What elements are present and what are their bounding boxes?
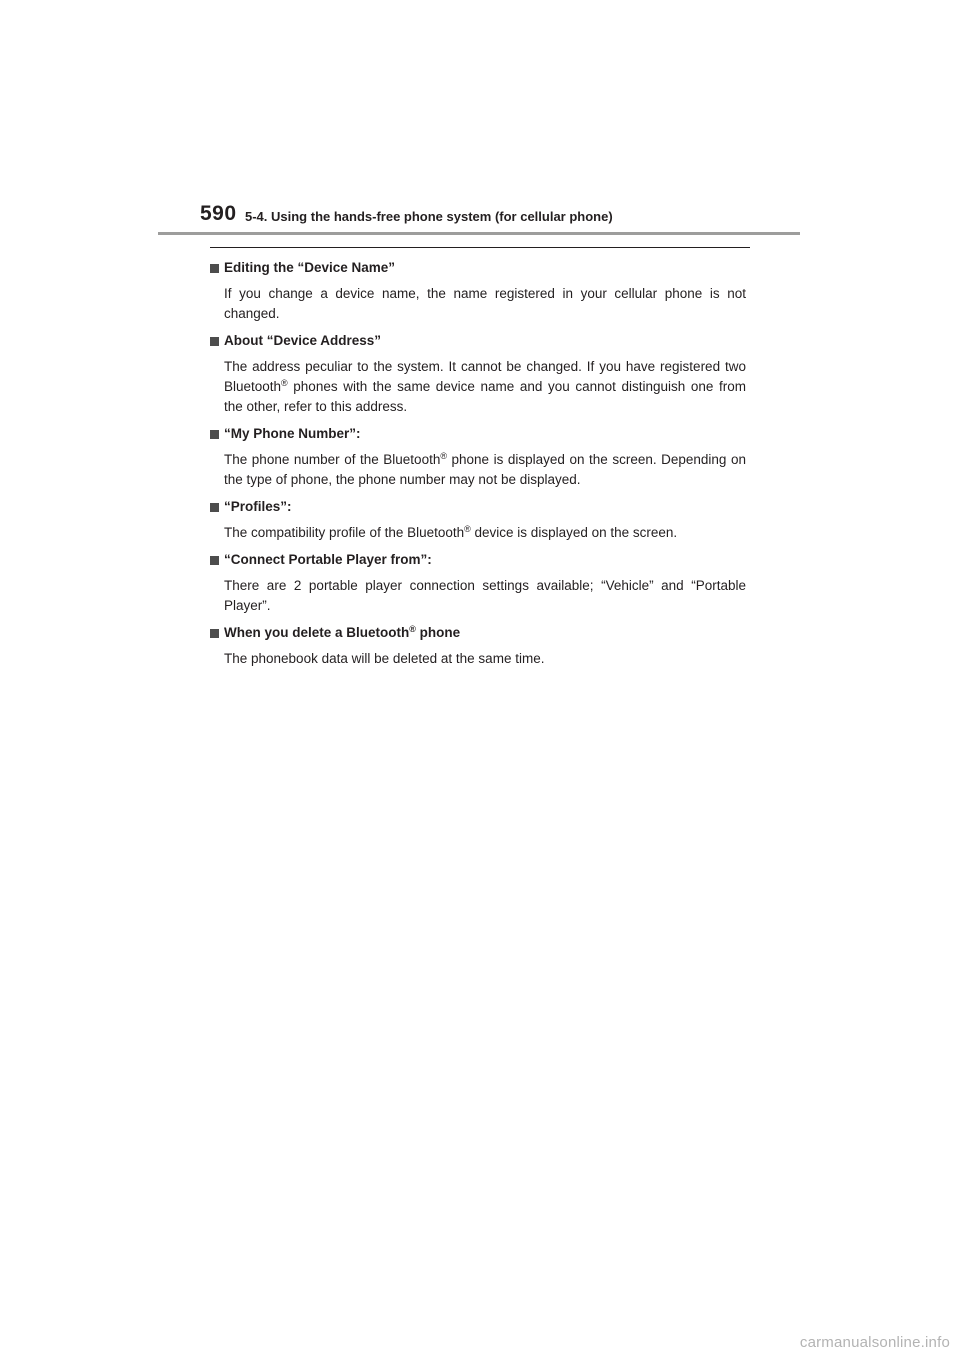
section-body: If you change a device name, the name registered in your cellular phone is not changed. (224, 286, 746, 321)
section-my-phone-number (210, 424, 746, 490)
section-heading (210, 497, 746, 517)
registered-mark: ® (409, 624, 416, 634)
watermark: carmanualsonline.info (799, 1334, 950, 1351)
header-rule (158, 232, 800, 235)
heading-text (224, 623, 460, 643)
body-text: The phone number of the Bluetooth (224, 452, 441, 467)
heading-text: “Profiles”: (224, 499, 292, 514)
content (210, 258, 746, 676)
section-delete-phone (210, 623, 746, 669)
section-body (224, 357, 746, 417)
heading-text-part: phone (415, 625, 461, 640)
heading-text: Editing the “Device Name” (224, 260, 396, 275)
section-body: There are 2 portable player connection settings available; “Vehicle” and “Portable Player”. (224, 578, 746, 613)
body-text: device is displayed on the screen. (470, 525, 678, 540)
section-heading (210, 424, 746, 444)
content-rule (210, 247, 750, 248)
body-text: The address peculiar to the system. It cannot be changed. If you have registered two Bluetooth (224, 359, 746, 394)
registered-mark: ® (281, 378, 288, 388)
heading-text-part: When you delete a Bluetooth (224, 625, 410, 640)
section-heading (210, 331, 746, 351)
section-heading (210, 623, 746, 643)
section-body (224, 450, 746, 490)
section-device-address (210, 331, 746, 417)
heading-text: “My Phone Number”: (224, 426, 361, 441)
header-title: 5-4. Using the hands-free phone system (for cellular phone) (245, 209, 613, 224)
square-bullet-icon (210, 503, 219, 512)
heading-text: About “Device Address” (224, 333, 382, 348)
body-text: The compatibility profile of the Bluetooth (224, 525, 465, 540)
section-profiles (210, 497, 746, 543)
body-text: phone is displayed on the screen. Depending on the type of phone, the phone number may not be displayed. (224, 452, 746, 487)
page-number: 590 (200, 202, 237, 225)
heading-text: “Connect Portable Player from”: (224, 552, 432, 567)
section-heading (210, 550, 746, 570)
square-bullet-icon (210, 264, 219, 273)
registered-mark: ® (440, 451, 447, 461)
section-body (224, 523, 746, 543)
body-text: phones with the same device name and you cannot distinguish one from the other, refer to this address. (224, 379, 746, 414)
section-device-name (210, 258, 746, 324)
registered-mark: ® (464, 524, 471, 534)
square-bullet-icon (210, 430, 219, 439)
section-heading (210, 258, 746, 278)
square-bullet-icon (210, 337, 219, 346)
square-bullet-icon (210, 556, 219, 565)
section-connect-portable-player (210, 550, 746, 616)
square-bullet-icon (210, 629, 219, 638)
section-body: The phonebook data will be deleted at the same time. (224, 651, 545, 666)
